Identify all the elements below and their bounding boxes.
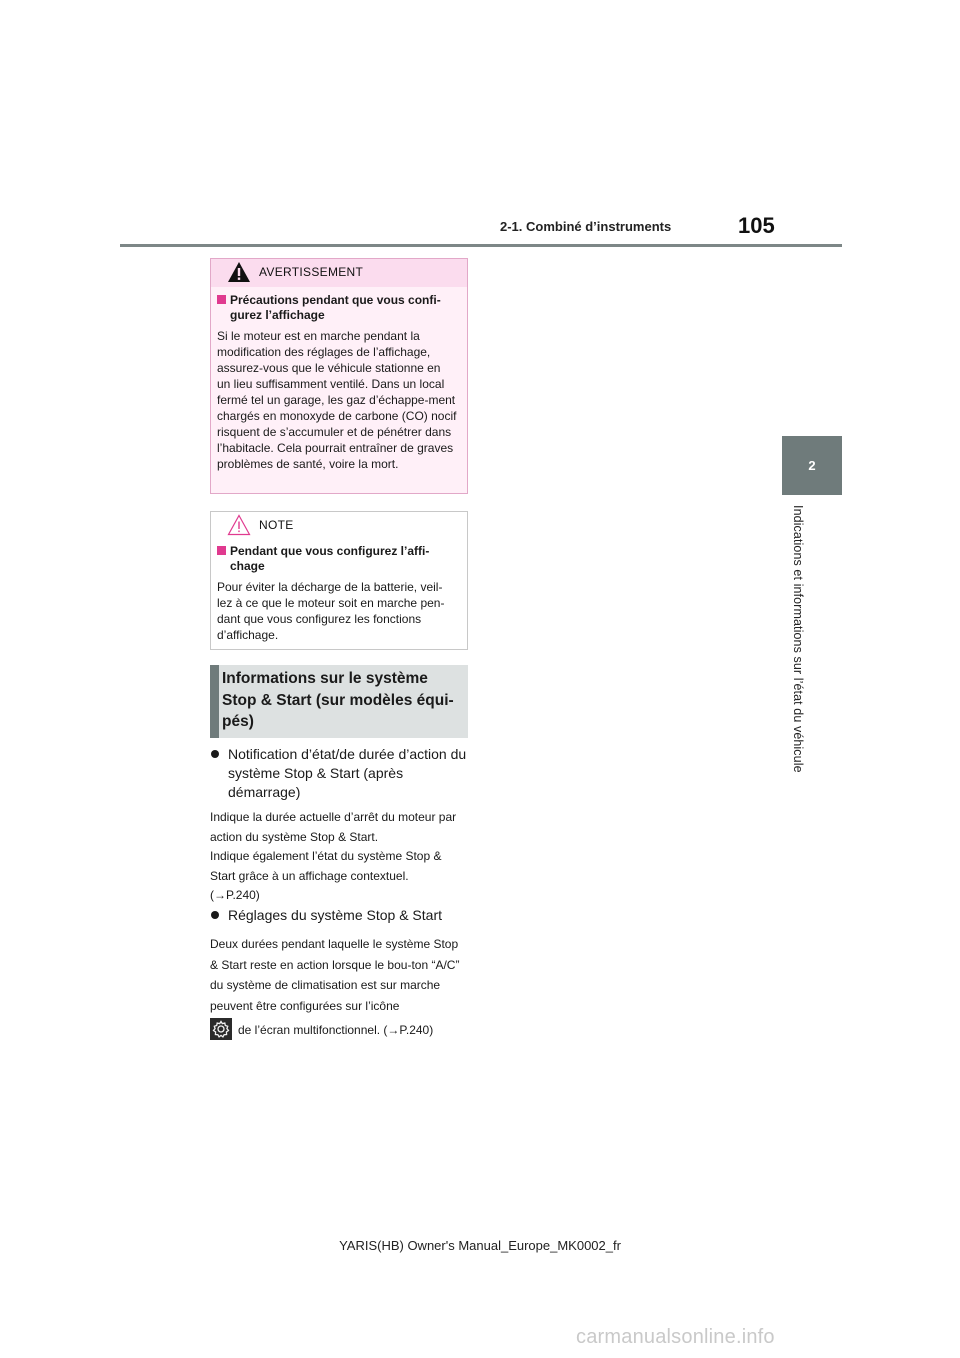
bullet2-title-text: Réglages du système Stop & Start: [228, 907, 442, 923]
bullet1-title-text: Notification d’état/de durée d’action du système Stop & Start (après démarrage): [228, 746, 467, 800]
warning-header: [211, 259, 467, 287]
header-rule: [120, 244, 842, 247]
bullet-dot-icon: [211, 750, 219, 758]
note-title-text: Pendant que vous configurez l’affi-chage: [230, 544, 430, 573]
bullet-title: [210, 745, 468, 802]
warning-item-title: [217, 293, 457, 322]
bullet1-text1: Indique la durée actuelle d’arrêt du moteur par action du système Stop & Start.: [210, 810, 457, 844]
note-header: [211, 512, 467, 540]
chapter-number: 2: [808, 458, 816, 473]
chapter-tab: [782, 436, 842, 495]
warning-box: [210, 258, 468, 494]
icon-suffix-text: de l’écran multifonctionnel. (→P.240): [238, 1023, 434, 1037]
bullet-square-icon: [217, 295, 226, 304]
bullet-square-icon: [217, 546, 226, 555]
note-item-title: [217, 544, 457, 573]
bullet1-ref: (→P.240): [210, 888, 260, 902]
watermark: carmanualsonline.info: [576, 1326, 775, 1348]
warning-body: [211, 287, 467, 493]
gear-icon: [210, 1018, 232, 1040]
warning-title-text: Précautions pendant que vous confi-gurez l’affichage: [230, 293, 441, 322]
manual-footer: YARIS(HB) Owner's Manual_Europe_MK0002_fr: [339, 1238, 621, 1253]
section-heading: [210, 665, 468, 738]
chapter-title: Indications et informations sur l’état du véhicule: [791, 505, 805, 773]
warning-label: AVERTISSEMENT: [259, 265, 364, 279]
page-number: 105: [738, 213, 775, 238]
stop-start-notification: [210, 745, 468, 906]
stop-start-settings: [210, 906, 468, 1016]
bullet1-text2: Indique également l’état du système Stop & Start grâce à un affichage contextuel.: [210, 849, 442, 883]
section-heading-bar: [210, 665, 219, 738]
note-text: Pour éviter la décharge de la batterie, veil-lez à ce que le moteur soit en marche pen-dant que vous configurez les fonctions d’affichage.: [217, 580, 445, 642]
note-triangle-icon: [227, 514, 251, 536]
note-label: NOTE: [259, 518, 294, 532]
section-title: 2-1. Combiné d’instruments: [500, 219, 672, 234]
warning-text: Si le moteur est en marche pendant la modification des réglages de l’affichage, assurez-vous que le véhicule stationne en un lieu suffisamment ventilé. Dans un local fermé tel un garage, les gaz d’échappe-ment chargés en monoxyde de carbone (CO) nocif risquent de s’accumuler et de pénétrer dans l’habitacle. Cela pourrait entraîner de graves problèmes de santé, voire la mort.: [217, 329, 457, 471]
section-heading-text: Informations sur le système Stop & Start (sur modèles équi-pés): [222, 670, 454, 730]
bullet2-text: Deux durées pendant laquelle le système Stop & Start reste en action lorsque le bou-ton “A/C” du système de climatisation est sur marche peuvent être configurées sur l’icône: [210, 937, 460, 1013]
note-box: [210, 511, 468, 650]
warning-triangle-icon: [227, 261, 251, 283]
bullet-title: [210, 906, 468, 925]
note-body: [211, 540, 467, 643]
bullet-dot-icon: [211, 911, 219, 919]
